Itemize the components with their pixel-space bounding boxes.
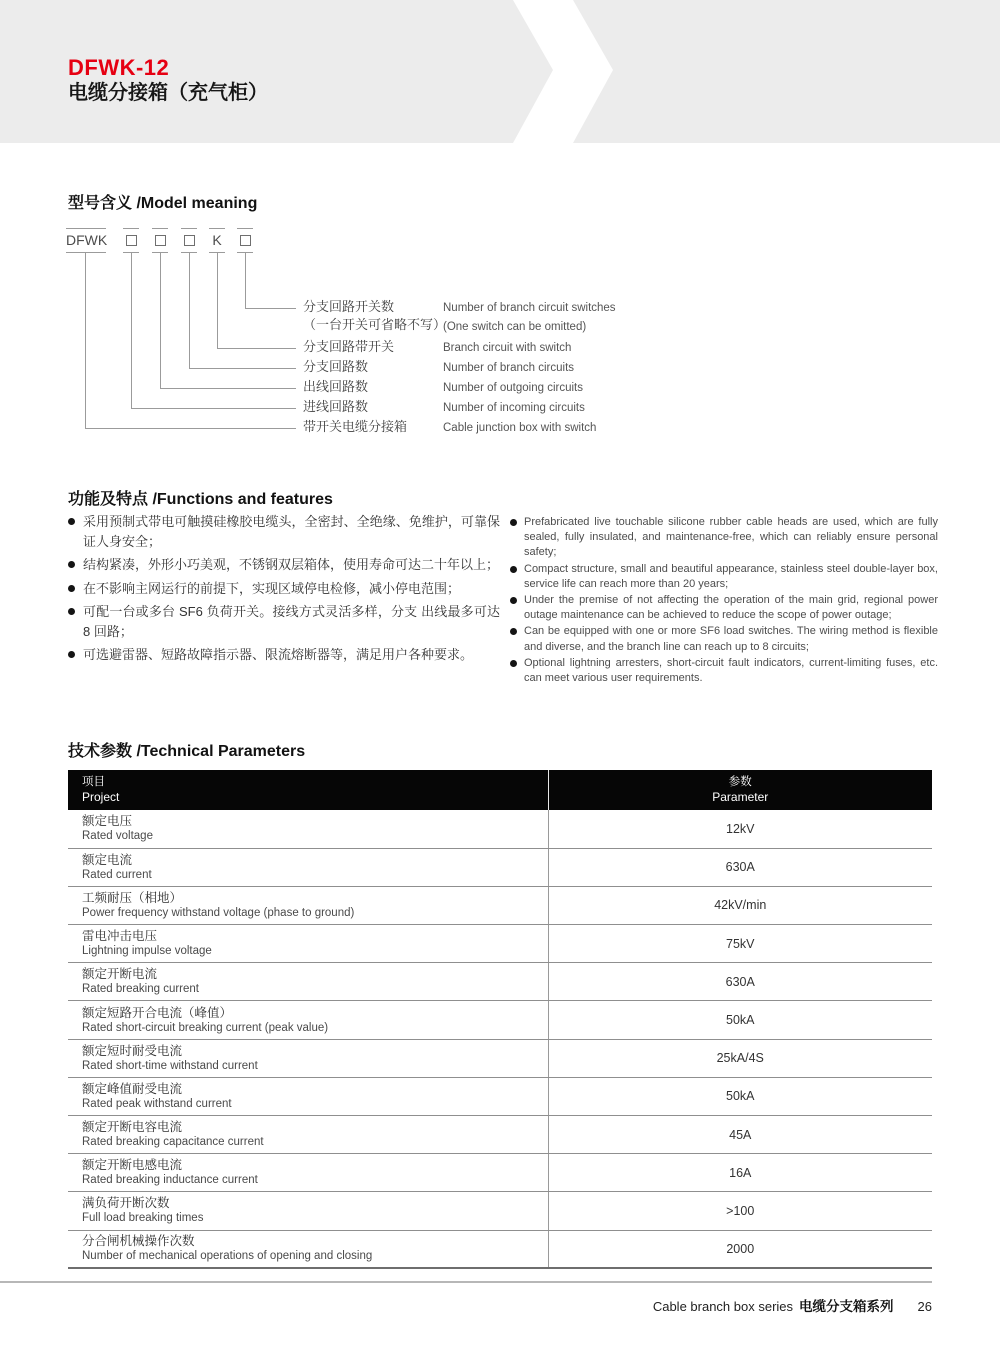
diagram-label-en: Number of branch circuits bbox=[443, 362, 575, 374]
row-label-cn: 额定电压 bbox=[82, 814, 133, 829]
bullet-text: 可配一台或多台 SF6 负荷开关。接线方式灵活多样，分支 出线最多可达 8 回路； bbox=[83, 604, 500, 639]
row-label-en: Full load breaking times bbox=[82, 1212, 204, 1225]
table-cell-project bbox=[68, 810, 548, 848]
code-digit-box bbox=[155, 235, 166, 246]
table-row bbox=[68, 1077, 932, 1115]
table-row bbox=[68, 1116, 932, 1154]
bullet-icon bbox=[68, 608, 75, 615]
row-label-en: Rated voltage bbox=[82, 830, 153, 843]
code-overline bbox=[181, 228, 197, 229]
row-label-cn: 额定开断电感电流 bbox=[82, 1158, 183, 1173]
table-cell-value: 630A bbox=[548, 963, 932, 1001]
table-cell-project bbox=[68, 1001, 548, 1039]
row-label-en: Rated breaking inductance current bbox=[82, 1174, 258, 1187]
feature-bullet bbox=[510, 656, 938, 686]
table-row bbox=[68, 963, 932, 1001]
table-cell-project bbox=[68, 963, 548, 1001]
diagram-label-en: Number of branch circuit switches bbox=[443, 302, 616, 314]
bullet-icon bbox=[510, 660, 517, 667]
feature-bullet bbox=[68, 602, 500, 641]
column-header-project bbox=[68, 770, 548, 810]
tech-params-table bbox=[68, 770, 932, 1269]
row-label-cn: 额定开断电容电流 bbox=[82, 1120, 183, 1135]
table-cell-project bbox=[68, 1230, 548, 1268]
features-heading: 功能及特点 /Functions and features bbox=[68, 491, 333, 508]
features-list-en bbox=[510, 515, 938, 687]
row-label-en: Power frequency withstand voltage (phase to ground) bbox=[82, 906, 355, 919]
code-overline bbox=[66, 228, 106, 229]
table-cell-value: 45A bbox=[548, 1116, 932, 1154]
column-header-parameter-en: Parameter bbox=[712, 790, 769, 804]
diagram-label-en: Number of incoming circuits bbox=[443, 402, 585, 414]
table-cell-project bbox=[68, 925, 548, 963]
table-cell-value: 25kA/4S bbox=[548, 1039, 932, 1077]
model-meaning-diagram bbox=[0, 225, 1000, 460]
code-overline bbox=[209, 228, 225, 229]
table-cell-value: 2000 bbox=[548, 1230, 932, 1268]
bullet-text: Under the premise of not affecting the operation of the main grid, regional power outage maintenance can be achieved to reduce the scope of power outage; bbox=[524, 594, 938, 622]
table-row bbox=[68, 1039, 932, 1077]
table-cell-value: >100 bbox=[548, 1192, 932, 1230]
row-label-cn: 额定开断电流 bbox=[82, 967, 158, 982]
diagram-label-en: Branch circuit with switch bbox=[443, 342, 572, 354]
table-cell-project bbox=[68, 886, 548, 924]
bullet-text: Compact structure, small and beautiful appearance, stainless steel double-layer box, service life can reach more than 20 years; bbox=[524, 562, 938, 590]
page-number: 26 bbox=[917, 1299, 932, 1314]
code-overline bbox=[237, 228, 253, 229]
bullet-icon bbox=[68, 561, 75, 568]
feature-bullet bbox=[510, 624, 938, 654]
row-label-cn: 额定短路开合电流（峰值） bbox=[82, 1005, 233, 1020]
code-digit-box bbox=[240, 235, 251, 246]
code-digit-box bbox=[184, 235, 195, 246]
bullet-icon bbox=[68, 651, 75, 658]
row-label-en: Lightning impulse voltage bbox=[82, 945, 212, 958]
table-row bbox=[68, 925, 932, 963]
connector-line-vertical bbox=[217, 253, 218, 348]
row-label-cn: 分合闸机械操作次数 bbox=[82, 1234, 195, 1249]
page-footer bbox=[653, 1295, 932, 1315]
bullet-text: Prefabricated live touchable silicone rubber cable heads are used, which are fully sealed, fully insulated, and maintenance-free, which can reliably ensure personal safety; bbox=[524, 516, 938, 559]
bullet-text: 采用预制式带电可触摸硅橡胶电缆头，全密封、全绝缘、免维护，可靠保证人身安全； bbox=[83, 514, 500, 549]
row-label-cn: 额定短时耐受电流 bbox=[82, 1043, 183, 1058]
bullet-icon bbox=[510, 519, 517, 526]
table-cell-value: 12kV bbox=[548, 810, 932, 848]
table-cell-project bbox=[68, 1116, 548, 1154]
row-label-en: Number of mechanical operations of opening and closing bbox=[82, 1250, 373, 1263]
title-block bbox=[68, 55, 268, 105]
connector-line-vertical bbox=[131, 253, 132, 408]
diagram-label-en2: (One switch can be omitted) bbox=[443, 321, 587, 333]
code-digit-box bbox=[126, 235, 137, 246]
connector-line-horizontal bbox=[160, 388, 296, 389]
column-header-parameter bbox=[548, 770, 932, 810]
row-label-en: Rated short-time withstand current bbox=[82, 1059, 258, 1072]
code-part-text: DFWK bbox=[66, 232, 108, 248]
diagram-label-cn: 带开关电缆分接箱 bbox=[303, 419, 408, 434]
table-row bbox=[68, 1001, 932, 1039]
connector-line-vertical bbox=[245, 253, 246, 308]
footer-series-en: Cable branch box series bbox=[652, 1299, 794, 1314]
row-label-en: Rated breaking capacitance current bbox=[82, 1136, 264, 1149]
bullet-icon bbox=[510, 628, 517, 635]
table-cell-value: 50kA bbox=[548, 1001, 932, 1039]
diagram-label-cn: 分支回路开关数 bbox=[303, 299, 395, 314]
connector-line-vertical bbox=[189, 253, 190, 368]
table-cell-project bbox=[68, 1039, 548, 1077]
page-subtitle: 电缆分接箱（充气柜） bbox=[68, 82, 268, 104]
diagram-label-cn: 进线回路数 bbox=[303, 399, 369, 414]
row-label-cn: 额定电流 bbox=[82, 852, 133, 867]
code-overline bbox=[152, 228, 168, 229]
page-title: DFWK-12 bbox=[68, 55, 170, 80]
tech-params-heading: 技术参数 /Technical Parameters bbox=[68, 743, 306, 760]
row-label-cn: 满负荷开断次数 bbox=[82, 1196, 170, 1211]
bullet-icon bbox=[510, 597, 517, 604]
feature-bullet bbox=[510, 562, 938, 592]
table-cell-project bbox=[68, 1192, 548, 1230]
features-list-cn bbox=[68, 512, 500, 669]
diagram-label-cn: 分支回路数 bbox=[303, 359, 369, 374]
diagram-label-en: Cable junction box with switch bbox=[443, 422, 597, 434]
table-row bbox=[68, 886, 932, 924]
bullet-text: Optional lightning arresters, short-circuit fault indicators, current-limiting fuses, etc. can meet various user requirements. bbox=[524, 656, 938, 685]
table-row bbox=[68, 848, 932, 886]
table-cell-value: 630A bbox=[548, 848, 932, 886]
table-row bbox=[68, 810, 932, 848]
diagram-label-cn2: （一台开关可省略不写） bbox=[303, 317, 447, 332]
bullet-text: 结构紧凑，外形小巧美观，不锈钢双层箱体，使用寿命可达二十年以上； bbox=[83, 557, 500, 572]
feature-bullet bbox=[68, 512, 500, 551]
table-cell-value: 42kV/min bbox=[548, 886, 932, 924]
bullet-text: Can be equipped with one or more SF6 load switches. The wiring method is flexible and diverse, and the branch line can reach up to 8 circuits; bbox=[524, 625, 938, 653]
table-cell-value: 75kV bbox=[548, 925, 932, 963]
diagram-label-cn: 出线回路数 bbox=[303, 379, 369, 394]
table-row bbox=[68, 1192, 932, 1230]
table-header bbox=[68, 770, 932, 810]
column-header-project-cn: 项目 bbox=[82, 776, 105, 788]
connector-line-horizontal bbox=[245, 308, 296, 309]
footer-divider bbox=[0, 1281, 932, 1283]
bullet-icon bbox=[68, 585, 75, 592]
connector-line-horizontal bbox=[189, 368, 296, 369]
table-cell-project bbox=[68, 848, 548, 886]
row-label-cn: 额定峰值耐受电流 bbox=[82, 1081, 183, 1096]
feature-bullet bbox=[68, 645, 500, 665]
bullet-text: 可选避雷器、短路故障指示器、限流熔断器等，满足用户各种要求。 bbox=[83, 647, 474, 662]
feature-bullet bbox=[510, 593, 938, 623]
connector-line-horizontal bbox=[85, 428, 296, 429]
feature-bullet bbox=[68, 579, 500, 599]
table-row bbox=[68, 1154, 932, 1192]
table-cell-project bbox=[68, 1077, 548, 1115]
table-cell-value: 16A bbox=[548, 1154, 932, 1192]
code-underline bbox=[66, 252, 106, 253]
feature-bullet bbox=[510, 515, 938, 561]
code-overline bbox=[123, 228, 139, 229]
connector-line-vertical bbox=[160, 253, 161, 388]
connector-line-horizontal bbox=[217, 348, 296, 349]
feature-bullet bbox=[68, 555, 500, 575]
page-header bbox=[0, 0, 1000, 143]
diagram-label-cn: 分支回路带开关 bbox=[303, 339, 395, 354]
bullet-icon bbox=[510, 566, 517, 573]
table-cell-value: 50kA bbox=[548, 1077, 932, 1115]
bullet-icon bbox=[68, 518, 75, 525]
bullet-text: 在不影响主网运行的前提下，实现区域停电检修，减小停电范围； bbox=[83, 580, 461, 596]
model-meaning-heading: 型号含义 /Model meaning bbox=[68, 195, 258, 212]
row-label-cn: 雷电冲击电压 bbox=[82, 929, 158, 944]
row-label-en: Rated breaking current bbox=[82, 983, 199, 996]
row-label-cn: 工频耐压（相地） bbox=[82, 890, 183, 905]
row-label-en: Rated current bbox=[82, 868, 152, 881]
diagram-label-en: Number of outgoing circuits bbox=[443, 382, 583, 394]
footer-series-cn: 电缆分支箱系列 bbox=[799, 1299, 894, 1314]
code-part-text: K bbox=[212, 232, 222, 248]
table-row bbox=[68, 1230, 932, 1268]
row-label-en: Rated peak withstand current bbox=[82, 1097, 232, 1110]
column-header-parameter-cn: 参数 bbox=[728, 776, 752, 788]
connector-line-horizontal bbox=[131, 408, 296, 409]
connector-line-vertical bbox=[85, 253, 86, 428]
column-header-project-en: Project bbox=[82, 790, 120, 804]
table-cell-project bbox=[68, 1154, 548, 1192]
row-label-en: Rated short-circuit breaking current (peak value) bbox=[82, 1021, 329, 1034]
